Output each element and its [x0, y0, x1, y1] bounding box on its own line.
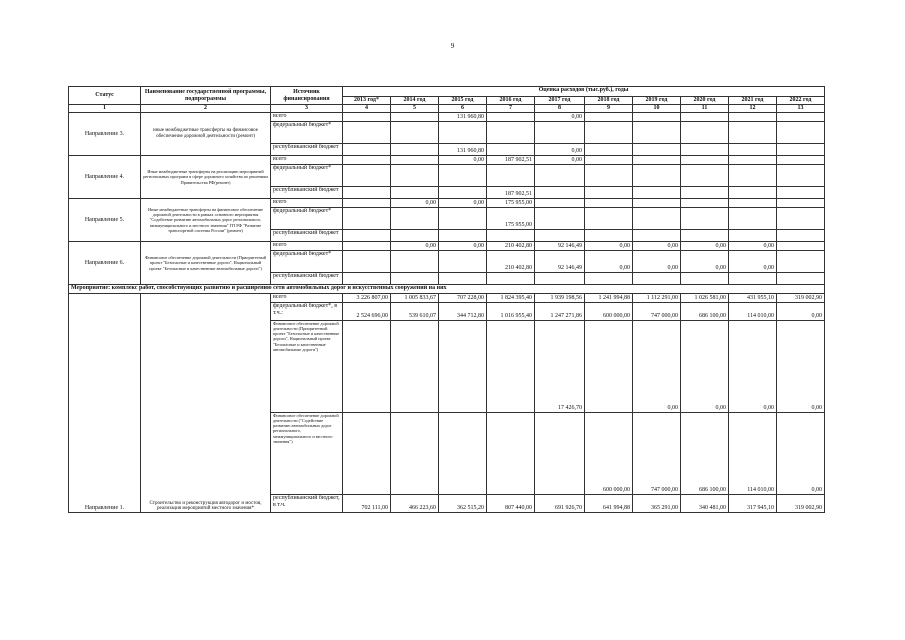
section-status: Направление 1.	[69, 294, 141, 513]
value-cell: 0,00	[535, 156, 585, 165]
value-cell	[729, 122, 777, 144]
value-cell: 210 402,80	[487, 242, 535, 251]
value-cell: 0,00	[777, 303, 825, 321]
value-cell	[681, 113, 729, 122]
value-cell: 600 000,00	[585, 303, 633, 321]
source-label: всего	[271, 242, 343, 251]
header-row-1	[69, 87, 825, 97]
value-cell	[343, 113, 391, 122]
value-cell	[343, 187, 391, 199]
value-cell: 0,00	[391, 242, 439, 251]
page-number: 9	[450, 42, 455, 50]
value-cell	[777, 144, 825, 156]
value-cell	[681, 230, 729, 242]
n1-row-total	[69, 294, 825, 303]
value-cell: 691 926,70	[535, 495, 585, 513]
header-col-number: 8	[535, 105, 585, 113]
value-cell: 686 100,00	[681, 413, 729, 495]
value-cell	[343, 321, 391, 413]
value-cell	[391, 230, 439, 242]
value-cell	[343, 413, 391, 495]
value-cell: 747 000,00	[633, 413, 681, 495]
value-cell	[391, 321, 439, 413]
value-cell	[535, 199, 585, 208]
value-cell: 319 002,90	[777, 294, 825, 303]
value-cell: 807 440,00	[487, 495, 535, 513]
header-numbers-row	[69, 105, 825, 113]
header-year: 2018 год	[585, 97, 633, 105]
value-cell	[729, 230, 777, 242]
value-cell	[391, 251, 439, 273]
value-cell	[343, 165, 391, 187]
value-cell	[535, 165, 585, 187]
value-cell: 0,00	[633, 321, 681, 413]
header-year: 2017 год	[535, 97, 585, 105]
source-label: федеральный бюджет*	[271, 165, 343, 187]
value-cell	[729, 165, 777, 187]
value-cell	[535, 122, 585, 144]
value-cell: 0,00	[777, 321, 825, 413]
source-label: федеральный бюджет*	[271, 122, 343, 144]
value-cell	[487, 230, 535, 242]
value-cell	[729, 187, 777, 199]
value-cell: 187 902,51	[487, 187, 535, 199]
header-col-number: 4	[343, 105, 391, 113]
value-cell: 210 402,80	[487, 251, 535, 273]
value-cell: 1 016 955,40	[487, 303, 535, 321]
source-label: федеральный бюджет*	[271, 208, 343, 230]
section-status: Направление 4.	[69, 156, 141, 199]
value-cell: 1 939 198,56	[535, 294, 585, 303]
value-cell: 365 291,00	[633, 495, 681, 513]
value-cell	[729, 156, 777, 165]
value-cell	[343, 144, 391, 156]
header-year: 2022 год	[777, 97, 825, 105]
value-cell	[777, 251, 825, 273]
header-year: 2015 год	[439, 97, 487, 105]
value-cell	[777, 113, 825, 122]
value-cell	[777, 156, 825, 165]
value-cell: 0,00	[729, 251, 777, 273]
value-cell	[585, 144, 633, 156]
value-cell	[487, 273, 535, 285]
value-cell: 0,00	[633, 242, 681, 251]
section-row-total	[69, 156, 825, 165]
value-cell	[777, 187, 825, 199]
value-cell	[391, 122, 439, 144]
value-cell	[585, 122, 633, 144]
header-col-number: 5	[391, 105, 439, 113]
section-name: иные межбюджетные трансферты на финансовое обеспечение дорожной деятельности (ремонт)	[141, 113, 271, 156]
value-cell: 0,00	[681, 242, 729, 251]
value-cell: 175 955,00	[487, 199, 535, 208]
value-cell: 187 902,51	[487, 156, 535, 165]
value-cell	[439, 122, 487, 144]
value-cell: 600 000,00	[585, 413, 633, 495]
value-cell	[681, 122, 729, 144]
source-label: республиканский бюджет	[271, 230, 343, 242]
value-cell: 131 960,80	[439, 113, 487, 122]
value-cell: 92 146,49	[535, 242, 585, 251]
source-label: всего	[271, 113, 343, 122]
value-cell	[777, 273, 825, 285]
value-cell	[729, 144, 777, 156]
value-cell	[439, 230, 487, 242]
value-cell	[777, 165, 825, 187]
header-col-number: 6	[439, 105, 487, 113]
source-label: республиканский бюджет	[271, 144, 343, 156]
header-status: Статус	[69, 87, 141, 105]
value-cell	[633, 187, 681, 199]
value-cell	[585, 273, 633, 285]
value-cell	[681, 199, 729, 208]
source-label: республиканский бюджет	[271, 273, 343, 285]
section-name: Иные межбюджетные трансферты на реализацию мероприятий региональных программ в сфере дорожного хозяйства по решениям Правительства РФ(ремонт)	[141, 156, 271, 199]
value-cell	[343, 230, 391, 242]
value-cell: 340 481,00	[681, 495, 729, 513]
header-col-number: 11	[681, 105, 729, 113]
value-cell: 2 524 696,00	[343, 303, 391, 321]
value-cell: 466 223,60	[391, 495, 439, 513]
value-cell	[343, 122, 391, 144]
value-cell: 1 026 581,00	[681, 294, 729, 303]
header-col-number: 7	[487, 105, 535, 113]
value-cell	[777, 122, 825, 144]
value-cell: 175 955,00	[487, 208, 535, 230]
header-col-number: 10	[633, 105, 681, 113]
value-cell: 0,00	[535, 113, 585, 122]
header-col-number: 13	[777, 105, 825, 113]
value-cell	[343, 251, 391, 273]
value-cell: 702 111,00	[343, 495, 391, 513]
header-col-number: 3	[271, 105, 343, 113]
source-label: Финансовое обеспечение дорожной деятельности (Приоритетный проект "Безопасные и качественные дороги", Национальный проект "Безопасные и качественные автомобильные дороги")	[271, 321, 343, 413]
section-name: Финансовое обеспечение дорожной деятельности (Приоритетный проект "Безопасные и качественные дороги", Национальный проект "Безопасные и качественные автомобильные дороги")	[141, 242, 271, 285]
value-cell	[681, 144, 729, 156]
value-cell	[439, 165, 487, 187]
value-cell	[439, 273, 487, 285]
value-cell: 114 010,00	[729, 303, 777, 321]
value-cell	[681, 156, 729, 165]
source-label: всего	[271, 156, 343, 165]
value-cell: 0,00	[585, 242, 633, 251]
value-cell	[391, 113, 439, 122]
value-cell	[487, 165, 535, 187]
value-cell	[391, 208, 439, 230]
section-name: Строительство и реконструкция автодорог и мостов, реализация мероприятий местного значения*	[141, 294, 271, 513]
source-label: всего	[271, 294, 343, 303]
section-row-total	[69, 113, 825, 122]
value-cell: 0,00	[535, 144, 585, 156]
value-cell	[633, 156, 681, 165]
value-cell	[343, 242, 391, 251]
value-cell	[343, 208, 391, 230]
value-cell: 317 945,10	[729, 495, 777, 513]
header-col-number: 9	[585, 105, 633, 113]
source-label: Финансовое обеспечение дорожной деятельности ("Содействие развитию автомобильных дорог регионального, межмуниципального и местного значения")	[271, 413, 343, 495]
value-cell	[535, 230, 585, 242]
value-cell: 1 112 291,00	[633, 294, 681, 303]
header-year: 2016 год	[487, 97, 535, 105]
value-cell	[391, 165, 439, 187]
value-cell	[633, 230, 681, 242]
value-cell	[439, 321, 487, 413]
value-cell	[729, 208, 777, 230]
source-label: федеральный бюджет*	[271, 251, 343, 273]
value-cell	[391, 413, 439, 495]
value-cell: 0,00	[729, 321, 777, 413]
value-cell	[777, 230, 825, 242]
value-cell: 641 994,88	[585, 495, 633, 513]
value-cell	[681, 273, 729, 285]
value-cell	[633, 165, 681, 187]
value-cell	[585, 156, 633, 165]
value-cell	[585, 187, 633, 199]
header-col-number: 12	[729, 105, 777, 113]
value-cell	[633, 113, 681, 122]
value-cell	[729, 113, 777, 122]
header-estimate: Оценка расходов (тыс.руб.), годы	[343, 87, 825, 97]
value-cell: 0,00	[585, 251, 633, 273]
value-cell	[777, 242, 825, 251]
header-year: 2014 год	[391, 97, 439, 105]
value-cell	[391, 187, 439, 199]
value-cell	[633, 199, 681, 208]
value-cell	[487, 413, 535, 495]
value-cell: 0,00	[777, 413, 825, 495]
value-cell	[343, 199, 391, 208]
section-name: Иные межбюджетные трансферты на финансовое обеспечение дорожной деятельности в рамках основного мероприятия "Содействие развитию автомобильных дорог регионального, межмуниципального и местного значения" ГП РФ "Развитие транспортной системы России" (ремонт)	[141, 199, 271, 242]
value-cell: 1 824 395,40	[487, 294, 535, 303]
value-cell: 431 955,10	[729, 294, 777, 303]
value-cell: 539 610,07	[391, 303, 439, 321]
value-cell	[681, 187, 729, 199]
value-cell	[487, 122, 535, 144]
header-year: 2021 год	[729, 97, 777, 105]
value-cell	[487, 144, 535, 156]
value-cell	[585, 165, 633, 187]
value-cell	[777, 208, 825, 230]
value-cell	[487, 113, 535, 122]
header-year: 2020 год	[681, 97, 729, 105]
value-cell	[777, 199, 825, 208]
value-cell: 17 426,70	[535, 321, 585, 413]
value-cell	[487, 321, 535, 413]
value-cell: 707 228,00	[439, 294, 487, 303]
value-cell: 362 515,20	[439, 495, 487, 513]
value-cell: 1 241 994,88	[585, 294, 633, 303]
value-cell	[729, 273, 777, 285]
value-cell: 319 002,90	[777, 495, 825, 513]
measure-row	[69, 285, 825, 294]
value-cell	[439, 251, 487, 273]
header-col-number: 1	[69, 105, 141, 113]
value-cell	[439, 413, 487, 495]
value-cell: 0,00	[681, 321, 729, 413]
header-col-number: 2	[141, 105, 271, 113]
value-cell	[585, 230, 633, 242]
value-cell: 0,00	[633, 251, 681, 273]
measure-title: Мероприятие: комплекс работ, способствующих развитию и расширению сети автомобильных дорог и искусственных сооружений на них	[69, 285, 825, 294]
budget-table	[68, 86, 825, 513]
value-cell: 3 226 807,00	[343, 294, 391, 303]
value-cell	[343, 156, 391, 165]
value-cell	[729, 199, 777, 208]
section-status: Направление 3.	[69, 113, 141, 156]
section-row-total	[69, 199, 825, 208]
value-cell	[633, 122, 681, 144]
value-cell: 0,00	[681, 251, 729, 273]
value-cell	[391, 144, 439, 156]
value-cell	[585, 321, 633, 413]
source-label: всего	[271, 199, 343, 208]
value-cell	[535, 187, 585, 199]
value-cell: 686 100,00	[681, 303, 729, 321]
section-status: Направление 5.	[69, 199, 141, 242]
section-status: Направление 6.	[69, 242, 141, 285]
value-cell: 92 146,49	[535, 251, 585, 273]
value-cell	[633, 273, 681, 285]
value-cell	[535, 273, 585, 285]
section-row-total	[69, 242, 825, 251]
value-cell	[343, 273, 391, 285]
value-cell: 0,00	[439, 242, 487, 251]
value-cell	[439, 187, 487, 199]
source-label: федеральный бюджет*, в т.ч.:	[271, 303, 343, 321]
value-cell: 1 247 271,86	[535, 303, 585, 321]
value-cell: 131 960,80	[439, 144, 487, 156]
header-year: 2013 год*	[343, 97, 391, 105]
value-cell	[535, 413, 585, 495]
value-cell	[633, 208, 681, 230]
value-cell: 1 005 833,67	[391, 294, 439, 303]
value-cell: 114 010,00	[729, 413, 777, 495]
value-cell	[391, 273, 439, 285]
value-cell	[681, 165, 729, 187]
header-year: 2019 год	[633, 97, 681, 105]
value-cell	[439, 208, 487, 230]
value-cell	[391, 156, 439, 165]
header-program-name: Наименование государственной программы, подпрограммы	[141, 87, 271, 105]
value-cell	[585, 208, 633, 230]
header-source: Источник финансирования	[271, 87, 343, 105]
value-cell: 747 000,00	[633, 303, 681, 321]
value-cell: 0,00	[439, 199, 487, 208]
value-cell: 0,00	[439, 156, 487, 165]
value-cell	[585, 199, 633, 208]
value-cell	[585, 113, 633, 122]
value-cell: 0,00	[391, 199, 439, 208]
value-cell: 0,00	[729, 242, 777, 251]
value-cell	[681, 208, 729, 230]
value-cell	[633, 144, 681, 156]
value-cell	[535, 208, 585, 230]
source-label: республиканский бюджет, в т.ч.	[271, 495, 343, 513]
value-cell: 344 712,80	[439, 303, 487, 321]
source-label: республиканский бюджет	[271, 187, 343, 199]
